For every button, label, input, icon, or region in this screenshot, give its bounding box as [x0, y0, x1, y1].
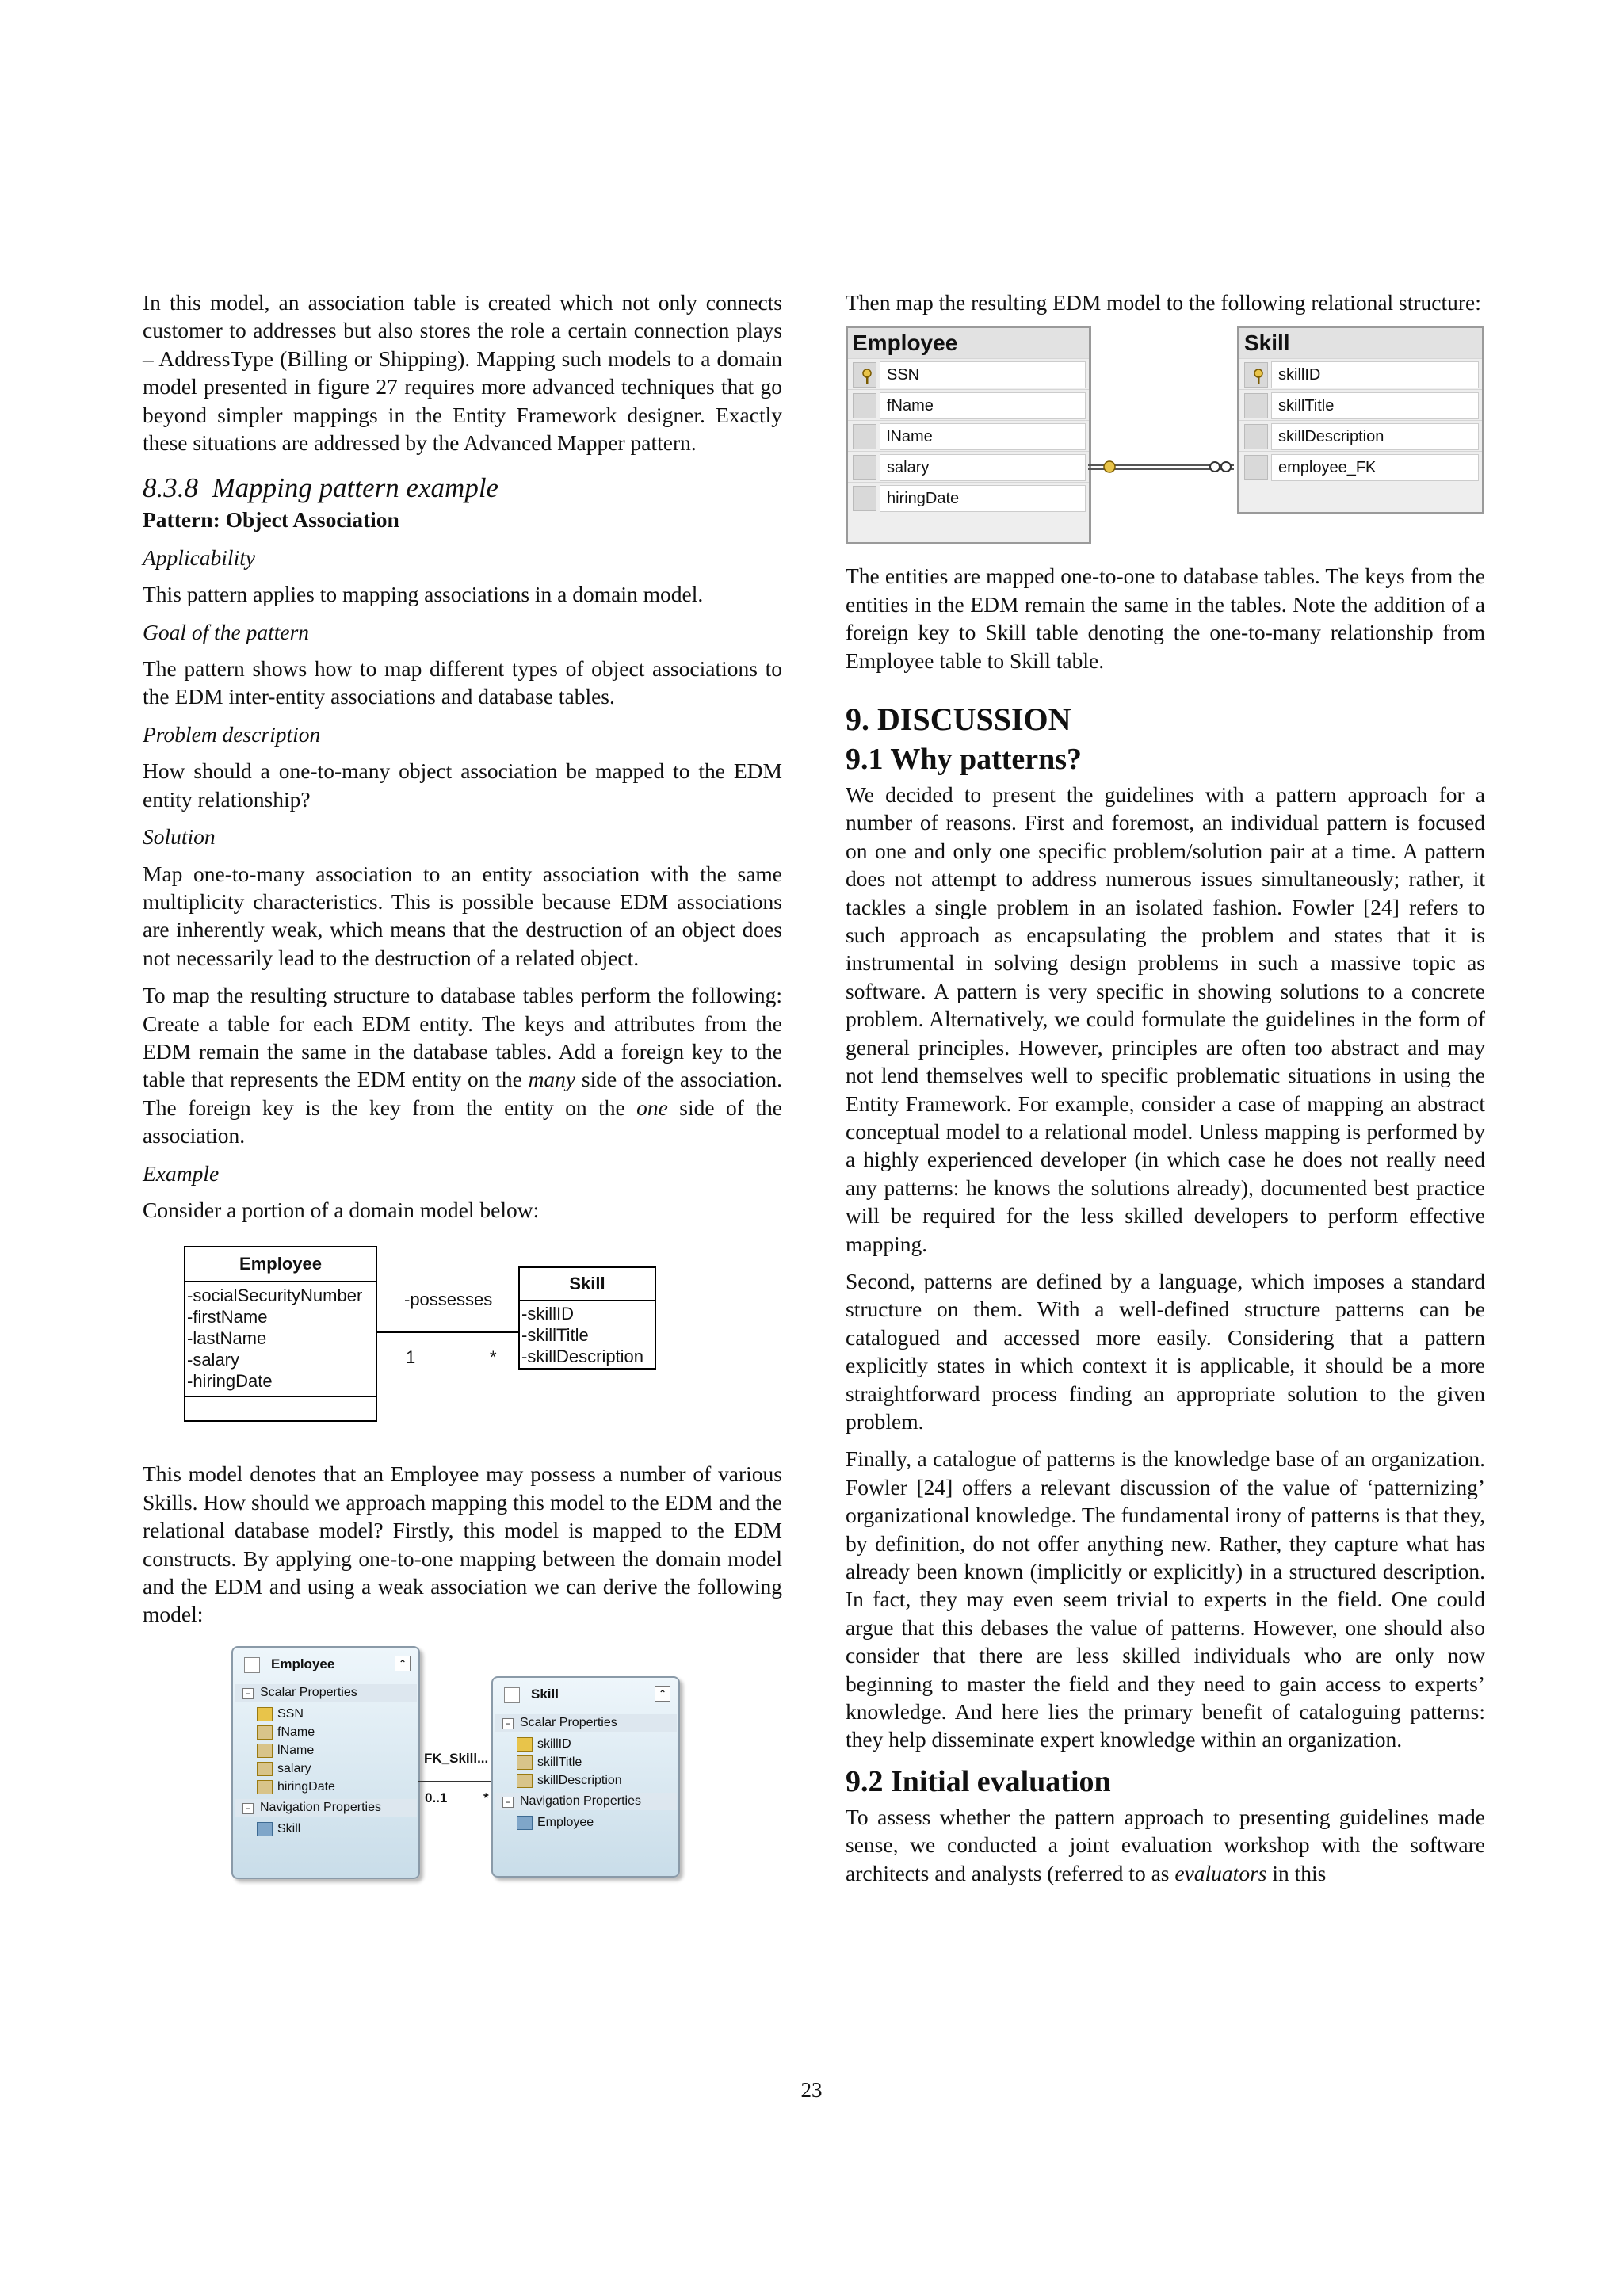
row-selector[interactable]	[1244, 393, 1268, 418]
after-uml-paragraph: This model denotes that an Employee may possess a number of various Skills. How should we approach mapping this model to the EDM and the relational database model? Firstly, this model is mapped to the EDM constructs. By applying one-to-one mapping between the domain model and the EDM and using a weak association we can derive the following model:	[143, 1461, 782, 1627]
discussion-paragraph-1: We decided to present the guidelines with a pattern approach for a number of reasons. First and foremost, an individual pattern is focused on one and only one specific problem/solution pair at a time. A pattern does not attempt to address numerous issues simultaneously; rather, it tackles a single problem in an isolated fashion. Fowler [24] refers to such approach as encapsulating the problem and states that it is instrumental in solving design problems in such a massive topic as software. A pattern is very specific in showing solutions to a concrete problem. Alternatively, we could formulate the guidelines in the form of general principles. However, principles are often too abstract and may not lend themselves well to specific problematic situations in using the Entity Framework. For example, consider a case of mapping an abstract conceptual model to a relational model. Unless mapping is performed by a highly experienced developer (in which case he does not really need any patterns: he knows the solutions already), documented best practice will be required for the less skilled developers to perform effective mapping.	[846, 782, 1485, 1256]
uml-employee-attrs	[185, 1282, 376, 1397]
uml-association-line	[376, 1331, 518, 1333]
property-icon	[257, 1762, 273, 1776]
db-column-row[interactable]	[848, 420, 1089, 451]
property-icon	[257, 1725, 273, 1740]
edm-nav-property[interactable]	[493, 1813, 678, 1832]
primary-key-icon	[1253, 369, 1264, 384]
db-column-name: SSN	[880, 361, 1086, 388]
row-selector[interactable]	[1244, 424, 1268, 449]
edm-property-label: fName	[277, 1725, 315, 1739]
db-tables-figure	[846, 326, 1485, 556]
db-column-name: skillID	[1271, 361, 1479, 388]
edm-employee-title: Employee	[271, 1656, 335, 1671]
db-column-row[interactable]	[848, 358, 1089, 389]
right-intro-paragraph: Then map the resulting EDM model to the following relational structure:	[846, 290, 1481, 315]
evaluation-text-evaluators: evaluators	[1174, 1860, 1267, 1885]
solution-text-1: Map one-to-many association to an entity association with the same multiplicity characteristics. This is possible because EDM associations are inherently weak, which means that the destruction of an object does not necessarily lead to the destruction of a related object.	[143, 861, 782, 970]
uml-employee-class	[184, 1246, 377, 1422]
pattern-title: Pattern: Object Association	[143, 507, 399, 533]
db-column-name: salary	[880, 454, 1086, 481]
section-heading-9-1: 9.1 Why patterns?	[846, 743, 1083, 777]
db-relationship-line[interactable]	[1088, 459, 1239, 483]
db-column-row[interactable]	[1239, 420, 1482, 451]
db-employee-table[interactable]	[846, 326, 1091, 544]
edm-scalar-label: Scalar Properties	[520, 1715, 617, 1729]
evaluation-text-b: in this	[1266, 1860, 1327, 1885]
db-column-name: fName	[880, 392, 1086, 419]
uml-association-label: -possesses	[404, 1289, 493, 1310]
left-column	[143, 288, 782, 1884]
edm-skill-title: Skill	[531, 1686, 559, 1702]
key-property-icon	[257, 1707, 273, 1721]
page-number: 23	[800, 2078, 823, 2102]
edm-skill-scalar-section[interactable]	[495, 1714, 677, 1732]
discussion-paragraph-2: Second, patterns are defined by a language, which imposes a standard structure on them. With a well-defined structure patterns can be catalogued and accessed more easily. Considering that a pattern explicitly states in which context it is applicable, it should be a more straightforward process finding an appropriate solution to the given problem.	[846, 1268, 1485, 1434]
entity-icon	[504, 1687, 520, 1703]
uml-attr: -skillID	[521, 1304, 574, 1324]
goal-text: The pattern shows how to map different types of object associations to the EDM inter-entity associations and database tables.	[143, 656, 782, 709]
property-icon	[257, 1780, 273, 1794]
section-heading-8-3-8	[143, 471, 782, 506]
uml-attr: -firstName	[187, 1307, 268, 1328]
db-column-row[interactable]	[1239, 451, 1482, 482]
solution-text-2b: side of the association. The foreign key is the key from the entity on the	[143, 1067, 782, 1120]
section-heading-9-2: 9.2 Initial evaluation	[846, 1764, 1111, 1798]
edm-property[interactable]	[233, 1723, 418, 1741]
navigation-property-icon	[517, 1816, 533, 1830]
section-title: Mapping pattern example	[212, 472, 499, 504]
edm-nav-property-label: Skill	[277, 1821, 301, 1836]
edm-property[interactable]	[493, 1735, 678, 1753]
db-skill-table[interactable]	[1237, 326, 1484, 514]
right-column	[846, 288, 1485, 1897]
edm-property-label: hiringDate	[277, 1779, 335, 1794]
row-selector[interactable]	[1244, 455, 1268, 480]
after-tables-paragraph: The entities are mapped one-to-one to database tables. The keys from the entities in the EDM remain the same in the tables. Note the addition of a foreign key to Skill table denoting the one-to-many relationship from Employee table to Skill table.	[846, 563, 1485, 673]
solution-text-2	[143, 981, 782, 1149]
db-column-row[interactable]	[1239, 389, 1482, 420]
uml-skill-attrs	[520, 1301, 655, 1367]
edm-mult-right: *	[483, 1790, 489, 1805]
uml-attr: -skillDescription	[521, 1347, 644, 1367]
edm-property[interactable]	[233, 1705, 418, 1723]
edm-employee-title-bar	[233, 1648, 418, 1681]
edm-property[interactable]	[233, 1778, 418, 1796]
db-column-name: skillTitle	[1271, 392, 1479, 419]
collapse-icon[interactable]: −	[242, 1803, 254, 1814]
row-selector[interactable]	[853, 393, 876, 418]
collapse-icon[interactable]: −	[242, 1688, 254, 1699]
property-icon	[517, 1774, 533, 1788]
primary-key-icon	[861, 369, 873, 384]
entity-icon	[244, 1657, 260, 1673]
solution-text-2a: To map the resulting structure to database tables perform the following: Create a table for each EDM entity. The keys and attributes from the EDM remain the same in the database tables. Add a foreign key to the table that represents the EDM entity on the	[143, 983, 782, 1092]
edm-association-label: FK_Skill...	[424, 1750, 489, 1766]
solution-text-2-one: one	[636, 1095, 668, 1120]
evaluation-paragraph	[846, 1803, 1485, 1887]
uml-mult-right: *	[490, 1347, 497, 1368]
property-icon	[257, 1744, 273, 1758]
collapse-icon[interactable]: −	[502, 1718, 514, 1729]
edm-association-line[interactable]	[418, 1781, 491, 1782]
edm-nav-label: Navigation Properties	[260, 1800, 381, 1814]
section-number: 8.3.8	[143, 472, 198, 504]
db-column-row[interactable]	[848, 482, 1089, 513]
edm-employee-nav-section[interactable]	[235, 1799, 417, 1817]
section-heading-9: 9. DISCUSSION	[846, 701, 1071, 738]
edm-nav-property[interactable]	[233, 1820, 418, 1838]
edm-property-label: salary	[277, 1761, 311, 1775]
problem-text: How should a one-to-many object association be mapped to the EDM entity relationship?	[143, 758, 782, 812]
property-icon	[517, 1755, 533, 1770]
intro-paragraph: In this model, an association table is created which not only connects customer to addresses but also stores the role a certain connection plays – AddressType (Billing or Shipping). Mapping such models to a domain model presented in figure 27 requires more advanced techniques that go beyond simpler mappings in the Entity Framework designer. Exactly these situations are addressed by the Advanced Mapper pattern.	[143, 290, 782, 456]
edm-employee-scalar-section[interactable]	[235, 1684, 417, 1702]
example-label: Example	[143, 1160, 220, 1186]
uml-attr: -salary	[187, 1350, 240, 1370]
edm-property-label: skillTitle	[537, 1755, 582, 1769]
row-selector[interactable]	[853, 486, 876, 511]
edm-property-label: SSN	[277, 1706, 304, 1721]
collapse-chevron-icon[interactable]: ⌃	[395, 1656, 411, 1671]
applicability-label: Applicability	[143, 544, 256, 570]
edm-skill-nav-section[interactable]	[495, 1793, 677, 1810]
edm-property-label: lName	[277, 1743, 315, 1757]
solution-text-2-many: many	[528, 1067, 576, 1092]
example-text: Consider a portion of a domain model below:	[143, 1197, 540, 1222]
uml-employee-title: Employee	[185, 1247, 376, 1282]
uml-attr: -lastName	[187, 1328, 267, 1349]
uml-attr: -socialSecurityNumber	[187, 1286, 363, 1306]
key-property-icon	[517, 1737, 533, 1752]
db-skill-title: Skill	[1239, 328, 1482, 358]
edm-skill-title-bar	[493, 1678, 678, 1711]
db-employee-title: Employee	[848, 328, 1089, 358]
edm-skill-entity[interactable]	[491, 1676, 680, 1878]
uml-domain-model-figure	[143, 1246, 782, 1449]
uml-mult-left: 1	[406, 1347, 416, 1368]
edm-property-label: skillDescription	[537, 1773, 622, 1787]
edm-property[interactable]	[493, 1753, 678, 1771]
edm-property[interactable]	[493, 1771, 678, 1790]
uml-attr: -skillTitle	[521, 1325, 589, 1346]
edm-nav-label: Navigation Properties	[520, 1794, 641, 1808]
row-selector[interactable]	[1244, 362, 1268, 388]
applicability-text: This pattern applies to mapping associations in a domain model.	[143, 582, 704, 607]
db-column-name: lName	[880, 423, 1086, 450]
uml-skill-class	[518, 1266, 656, 1370]
row-selector[interactable]	[853, 362, 876, 388]
db-column-name: employee_FK	[1271, 454, 1479, 481]
goal-label: Goal of the pattern	[143, 619, 310, 644]
edm-mult-left: 0..1	[425, 1790, 448, 1805]
db-column-name: skillDescription	[1271, 423, 1479, 450]
edm-property[interactable]	[233, 1741, 418, 1759]
solution-text-2c: side of the association.	[143, 1095, 782, 1148]
navigation-property-icon	[257, 1822, 273, 1836]
edm-employee-entity[interactable]	[231, 1646, 420, 1879]
uml-skill-title: Skill	[520, 1268, 655, 1301]
edm-property-label: skillID	[537, 1736, 571, 1751]
edm-model-figure	[143, 1646, 782, 1884]
problem-label: Problem description	[143, 721, 321, 747]
db-column-row[interactable]	[1239, 358, 1482, 389]
db-column-row[interactable]	[848, 451, 1089, 482]
row-selector[interactable]	[853, 455, 876, 480]
edm-scalar-label: Scalar Properties	[260, 1685, 357, 1699]
evaluation-text-a: To assess whether the pattern approach to presenting guidelines made sense, we conducted a joint evaluation workshop with the software architects and analysts (referred to as	[846, 1804, 1485, 1885]
edm-property[interactable]	[233, 1759, 418, 1778]
db-column-row[interactable]	[848, 389, 1089, 420]
row-selector[interactable]	[853, 424, 876, 449]
discussion-paragraph-3: Finally, a catalogue of patterns is the knowledge base of an organization. Fowler [24] offers a relevant discussion of the value of ‘patternizing’ organizational knowledge. The fundamental irony of patterns is that they, by definition, do not offer anything new. Rather, they capture what has already been known (implicitly or explicitly) in a structured description. In fact, they may even seem trivial to experts in the field. One could argue that this debases the value of patterns. However, one should also consider that there are less skilled individuals who are only now beginning to master the field and they need to gain access to experts’ knowledge. And here lies the primary benefit of cataloguing patterns: they help disseminate expert knowledge within an organization.	[846, 1446, 1485, 1752]
edm-nav-property-label: Employee	[537, 1815, 594, 1829]
collapse-icon[interactable]: −	[502, 1797, 514, 1808]
collapse-chevron-icon[interactable]: ⌃	[655, 1686, 670, 1702]
uml-attr: -hiringDate	[187, 1371, 273, 1392]
db-column-name: hiringDate	[880, 485, 1086, 512]
solution-label: Solution	[143, 824, 216, 850]
